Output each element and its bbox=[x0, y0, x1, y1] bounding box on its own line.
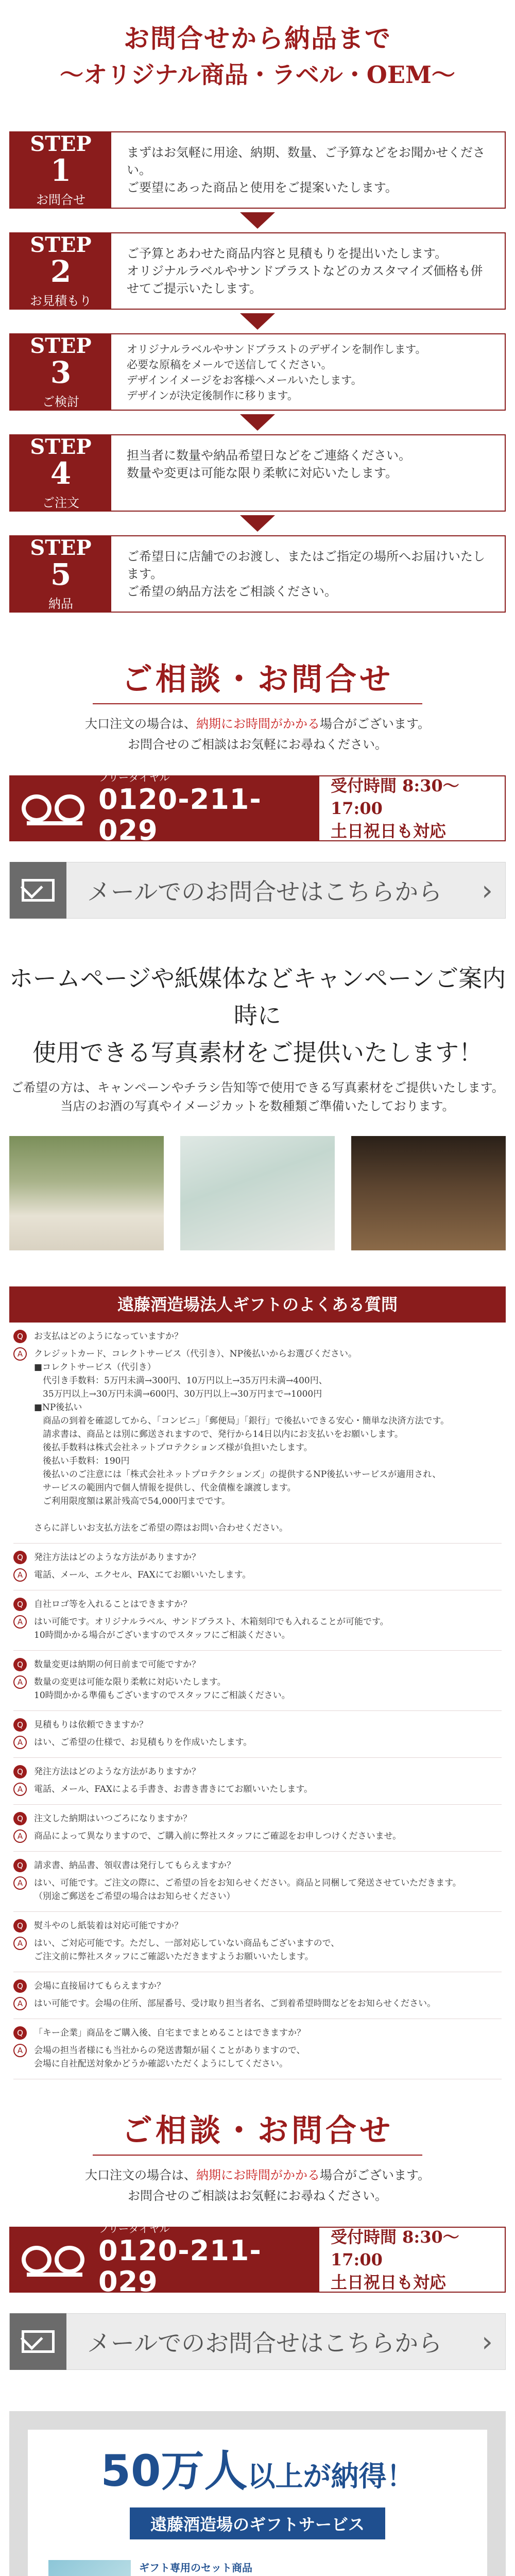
faq-question bbox=[13, 1718, 502, 1732]
photo-sake-bottles bbox=[9, 1136, 164, 1250]
phone-number[interactable]: 0120-211-029 bbox=[98, 783, 262, 846]
down-arrow-icon bbox=[9, 310, 506, 333]
faq-answer-line: 電話、メール、エクセル、FAXにてお願いいたします。 bbox=[34, 1570, 251, 1580]
step-line: デザインイメージをお客様へメールいたします。 bbox=[127, 374, 362, 386]
step-label: ご検討 bbox=[42, 394, 79, 409]
phone-number[interactable]: 0120-211-029 bbox=[98, 2234, 262, 2298]
step-label: 納品 bbox=[48, 596, 73, 611]
faq-question-text: 熨斗やのし紙装着は対応可能ですか？ bbox=[34, 1921, 183, 1931]
consult-section-2 bbox=[0, 2110, 515, 2206]
banner-card bbox=[48, 2560, 260, 2576]
step-badge bbox=[10, 233, 111, 309]
faq-answer-line: 請求書は、商品とは別に郵送されますので、発行から14日以内にお支払いをお願いします。 bbox=[34, 1429, 403, 1439]
faq-answer-line: 35万円以上→30万円未満→600円、30万円以上→30万円まで→1000円 bbox=[34, 1389, 322, 1399]
phone-hours-text: 受付時間 8:30〜17:00 bbox=[331, 2227, 459, 2269]
photo-title-line: ホームページや紙媒体などキャンペーンご案内時に bbox=[9, 964, 506, 1029]
faq-question bbox=[13, 1598, 502, 1611]
mail-contact-label: メールでのお問合せはこちらから bbox=[87, 878, 442, 906]
consult-note-highlight: 納期にお時間がかかる bbox=[196, 717, 320, 731]
chevron-right-icon: › bbox=[482, 874, 493, 907]
faq-answer-line: クレジットカード、コレクトサービス（代引き）、NP後払いからお選びください。 bbox=[34, 1349, 357, 1359]
faq-question bbox=[13, 1859, 502, 1872]
gift-service-banner bbox=[9, 2411, 506, 2576]
faq-answer-line: はい、可能です。ご注文の際に、ご希望の旨をお知らせください。商品と同梱して発送させていただきます。 bbox=[34, 1878, 461, 1888]
faq-item bbox=[13, 2019, 502, 2079]
banner-headline bbox=[48, 2445, 467, 2502]
phone-label: フリーダイヤル bbox=[98, 2223, 170, 2235]
faq-question-text: 発注方法はどのような方法がありますか？ bbox=[34, 1767, 200, 1777]
faq-answer-line: はい、ご希望の仕様で、お見積もりを作成いたします。 bbox=[34, 1737, 252, 1748]
step-line: オリジナルラベルやサンドブラストのデザインを制作します。 bbox=[127, 343, 426, 355]
steps-flow bbox=[0, 131, 515, 613]
step-badge bbox=[10, 334, 111, 410]
faq-question-text: 「キー企業」商品をご購入後、自宅までまとめることはできますか？ bbox=[34, 2028, 305, 2038]
step-1 bbox=[9, 131, 506, 209]
faq-item bbox=[13, 1323, 502, 1544]
faq-answer-line: ご利用限度額は累計残高で54,000円までです。 bbox=[34, 1496, 231, 1506]
down-arrow-icon bbox=[9, 411, 506, 434]
consult-note-text: 場合がございます。 bbox=[319, 717, 431, 731]
step-line: オリジナルラベルやサンドブラストなどのカスタマイズ価格も併せてご提示いたします。 bbox=[127, 264, 483, 296]
step-number: 1 bbox=[50, 152, 72, 188]
step-word: STEP bbox=[30, 131, 92, 156]
question-icon: Q bbox=[13, 1598, 27, 1611]
down-arrow-icon bbox=[9, 512, 506, 535]
step-4 bbox=[9, 434, 506, 512]
answer-icon: A bbox=[13, 1783, 27, 1796]
banner-header bbox=[48, 2445, 467, 2539]
consult-note-text: 場合がございます。 bbox=[319, 2168, 431, 2182]
step-label: お見積もり bbox=[30, 293, 92, 308]
faq-answer-line: 後払い手数料：190円 bbox=[34, 1456, 130, 1466]
faq-answer-line: 10時間かかる場合がございますのでスタッフにご相談ください。 bbox=[34, 1630, 290, 1640]
step-description bbox=[111, 435, 505, 511]
faq-answer-line: 商品によって異なりますので、ご購入前に弊社スタッフにご確認をお申しつけくださいませ。 bbox=[34, 1831, 402, 1841]
consult-title: ご相談・お問合せ bbox=[122, 662, 393, 698]
faq-answer-line: はい可能です。オリジナルラベル、サンドブラスト、木箱刻印でも入れることが可能です。 bbox=[34, 1617, 389, 1627]
step-badge bbox=[10, 132, 111, 208]
answer-icon: A bbox=[13, 1829, 27, 1843]
faq-question-text: 発注方法はどのような方法がありますか？ bbox=[34, 1552, 200, 1563]
phone-contact-button[interactable] bbox=[9, 2223, 506, 2298]
page-subtitle: 〜オリジナル商品・ラベル・OEM〜 bbox=[60, 61, 455, 89]
step-number: 4 bbox=[50, 455, 72, 491]
phone-block bbox=[10, 771, 319, 846]
faq-answer bbox=[13, 1347, 502, 1535]
answer-icon: A bbox=[13, 1568, 27, 1582]
step-2 bbox=[9, 232, 506, 310]
step-line: 必要な原稿をメールで送信してください。 bbox=[127, 359, 332, 371]
freedial-icon bbox=[22, 790, 87, 826]
answer-icon: A bbox=[13, 1876, 27, 1890]
faq-answer bbox=[13, 1783, 502, 1796]
consult-section bbox=[0, 659, 515, 755]
freedial-icon bbox=[22, 2242, 87, 2278]
chevron-right-icon: › bbox=[482, 2325, 493, 2358]
consult-note-highlight: 納期にお時間がかかる bbox=[196, 2168, 320, 2182]
faq-answer bbox=[13, 1829, 502, 1843]
faq-question bbox=[13, 1658, 502, 1671]
banner-subtitle: 遠藤酒造場のギフトサービス bbox=[130, 2507, 385, 2539]
phone-hours bbox=[319, 2228, 505, 2292]
consult-note-2: お問合せのご相談はお気軽にお尋ねください。 bbox=[128, 2189, 387, 2203]
faq-answer-line: サービスの範囲内で個人情報を提供し、代金債権を譲渡します。 bbox=[34, 1483, 296, 1493]
step-label: お問合せ bbox=[36, 192, 85, 207]
question-icon: Q bbox=[13, 1551, 27, 1564]
step-badge bbox=[10, 536, 111, 612]
question-icon: Q bbox=[13, 1765, 27, 1778]
question-icon: Q bbox=[13, 1330, 27, 1343]
faq-answer bbox=[13, 1876, 502, 1903]
faq-answer-line: 後払手数料は株式会社ネットプロテクションズ様が負担いたします。 bbox=[34, 1443, 313, 1453]
faq-item bbox=[13, 1852, 502, 1912]
faq-answer-line: 会場に自社配送対象かどうか確認いただくようにしてください。 bbox=[34, 2059, 288, 2069]
photo-title bbox=[0, 960, 515, 1071]
faq-item bbox=[13, 1805, 502, 1852]
question-icon: Q bbox=[13, 2026, 27, 2040]
phone-holiday-text: 土日祝日も対応 bbox=[331, 2273, 447, 2292]
faq-answer-line: （別途ご郵送をご希望の場合はお知らせください） bbox=[34, 1891, 235, 1902]
step-line: ご要望にあった商品と使用をご提案いたします。 bbox=[127, 180, 398, 195]
mail-contact-label: メールでのお問合せはこちらから bbox=[87, 2329, 442, 2357]
faq-question bbox=[13, 1919, 502, 1933]
phone-holiday-text: 土日祝日も対応 bbox=[331, 821, 447, 841]
question-icon: Q bbox=[13, 1658, 27, 1671]
consult-note-2: お問合せのご相談はお気軽にお尋ねください。 bbox=[128, 737, 387, 752]
envelope-icon bbox=[10, 2313, 66, 2370]
question-icon: Q bbox=[13, 1979, 27, 1993]
faq-answer-line: 代引き手数料：5万円未満→300円、10万円以上→35万円未満→400円、 bbox=[34, 1376, 328, 1386]
faq-answer-line: 後払いのご注意には「株式会社ネットプロテクションズ」の提供するNP後払いサービスが適用され、 bbox=[34, 1469, 441, 1480]
faq-item bbox=[13, 1912, 502, 1972]
faq-question bbox=[13, 1551, 502, 1564]
step-description bbox=[111, 536, 505, 612]
faq-answer-line: 会場の担当者様にも当社からの発送書類が届くことがありますので、 bbox=[34, 2045, 305, 2056]
step-line: ご希望日に店舗でのお渡し、またはご指定の場所へお届けいたします。 bbox=[127, 549, 485, 581]
step-number: 5 bbox=[50, 556, 72, 592]
faq-answer-line: さらに詳しいお支払方法をご希望の際はお問い合わせください。 bbox=[34, 1523, 288, 1533]
step-line: ご予算とあわせた商品内容と見積もりを提出いたします。 bbox=[127, 246, 448, 261]
faq-answer bbox=[13, 1997, 502, 2010]
divider bbox=[93, 2155, 422, 2156]
faq-answer-line: 電話、メール、FAXによる手書き、お書き書きにてお願いいたします。 bbox=[34, 1784, 313, 1794]
mail-contact-button[interactable] bbox=[9, 862, 506, 919]
answer-icon: A bbox=[13, 1997, 27, 2010]
faq-answer-line: ■コレクトサービス（代引き） bbox=[34, 1362, 156, 1372]
step-description bbox=[111, 334, 505, 410]
banner-inner bbox=[28, 2430, 487, 2576]
faq-answer-line: はい、ご対応可能です。ただし、一部対応していない商品もございますので、 bbox=[34, 1938, 340, 1948]
phone-block bbox=[10, 2223, 319, 2298]
photo-section bbox=[0, 960, 515, 1115]
header bbox=[0, 0, 515, 131]
faq-question bbox=[13, 1812, 502, 1825]
question-icon: Q bbox=[13, 1859, 27, 1872]
faq-question-text: 請求書、納品書、領収書は発行してもらえますか？ bbox=[34, 1860, 235, 1871]
answer-icon: A bbox=[13, 1736, 27, 1749]
faq-item bbox=[13, 1651, 502, 1711]
faq-answer bbox=[13, 1568, 502, 1582]
card-title: ギフト専用のセット商品 bbox=[139, 2562, 252, 2574]
faq-answer-line: 商品の到着を確認してから、「コンビニ」「郵便局」「銀行」で後払いできる安心・簡単な決済方法です。 bbox=[34, 1416, 450, 1426]
photo-gallery bbox=[0, 1136, 515, 1250]
faq-list bbox=[0, 1323, 515, 2079]
step-word: STEP bbox=[30, 333, 92, 358]
faq-question bbox=[13, 1979, 502, 1993]
step-word: STEP bbox=[30, 535, 92, 560]
faq-question bbox=[13, 1765, 502, 1778]
step-word: STEP bbox=[30, 434, 92, 459]
phone-hours-text: 受付時間 8:30〜17:00 bbox=[331, 776, 459, 818]
answer-icon: A bbox=[13, 2044, 27, 2057]
question-icon: Q bbox=[13, 1919, 27, 1933]
faq-answer bbox=[13, 1675, 502, 1702]
consult-note bbox=[0, 714, 515, 734]
step-3 bbox=[9, 333, 506, 411]
step-number: 2 bbox=[50, 253, 72, 289]
faq-answer-line: ご注文前に弊社スタッフにご確認いただきますようお願いいたします。 bbox=[34, 1952, 314, 1962]
faq-title: 遠藤酒造場法人ギフトのよくある質問 bbox=[9, 1286, 506, 1323]
step-line: まずはお気軽に用途、納期、数量、ご予算などをお聞かせください。 bbox=[127, 145, 485, 177]
step-description bbox=[111, 132, 505, 208]
divider bbox=[93, 703, 422, 704]
step-line: 担当者に数量や納品希望日などをご連絡ください。 bbox=[127, 448, 411, 463]
mail-contact-button[interactable] bbox=[9, 2313, 506, 2370]
phone-hours bbox=[319, 776, 505, 840]
page-title: お問合せから納品まで bbox=[124, 23, 391, 54]
gift-set-image bbox=[48, 2560, 131, 2576]
step-line: デザインが決定後制作に移ります。 bbox=[127, 389, 298, 402]
banner-big-suffix: 以上が納得！ bbox=[247, 2460, 415, 2493]
faq-item bbox=[13, 1758, 502, 1805]
step-line: 数量や変更は可能な限り柔軟に対応いたします。 bbox=[127, 466, 398, 480]
faq-item bbox=[13, 1711, 502, 1758]
faq-question-text: 数量変更は納期の何日前まで可能ですか？ bbox=[34, 1659, 200, 1670]
consult-title: ご相談・お問合せ bbox=[122, 2113, 393, 2149]
faq-question-text: 見積もりは依頼できますか？ bbox=[34, 1720, 148, 1730]
photo-food-dish bbox=[180, 1136, 335, 1250]
banner-cards bbox=[48, 2560, 467, 2576]
faq-question bbox=[13, 1330, 502, 1343]
consult-note-text: 大口注文の場合は、 bbox=[84, 717, 196, 731]
consult-note-text: 大口注文の場合は、 bbox=[84, 2168, 196, 2182]
faq-answer bbox=[13, 2044, 502, 2071]
consult-note bbox=[0, 2165, 515, 2185]
question-icon: Q bbox=[13, 1718, 27, 1732]
faq-answer-line: 10時間かかる準備もございますのでスタッフにご相談ください。 bbox=[34, 1690, 290, 1701]
envelope-icon bbox=[10, 862, 66, 919]
faq-item bbox=[13, 1972, 502, 2019]
faq-question bbox=[13, 2026, 502, 2040]
phone-contact-button[interactable] bbox=[9, 771, 506, 846]
faq-item bbox=[13, 1590, 502, 1651]
step-badge bbox=[10, 435, 111, 511]
step-label: ご注文 bbox=[42, 495, 79, 510]
photo-title-line: 使用できる写真素材をご提供いたします！ bbox=[32, 1039, 483, 1066]
phone-label: フリーダイヤル bbox=[98, 771, 170, 784]
step-description bbox=[111, 233, 505, 309]
step-word: STEP bbox=[30, 232, 92, 257]
faq-answer bbox=[13, 1736, 502, 1749]
step-5 bbox=[9, 535, 506, 613]
question-icon: Q bbox=[13, 1812, 27, 1825]
faq-question-text: 会場に直接届けてもらえますか？ bbox=[34, 1981, 165, 1991]
faq-answer-line bbox=[34, 1508, 502, 1521]
faq-question-text: 自社ロゴ等を入れることはできますか？ bbox=[34, 1599, 192, 1609]
banner-big-number: 50万人 bbox=[100, 2446, 248, 2496]
answer-icon: A bbox=[13, 1615, 27, 1629]
step-number: 3 bbox=[50, 354, 72, 390]
faq-answer bbox=[13, 1937, 502, 1963]
photo-description: ご希望の方は、キャンペーンやチラシ告知等で使用できる写真素材をご提供いたします。 bbox=[11, 1080, 504, 1095]
photo-bottle-glass bbox=[351, 1136, 506, 1250]
faq-answer-line: ■NP後払い bbox=[34, 1402, 82, 1413]
answer-icon: A bbox=[13, 1347, 27, 1361]
faq-item bbox=[13, 1544, 502, 1590]
answer-icon: A bbox=[13, 1937, 27, 1950]
faq-answer-line: はい可能です。会場の住所、部屋番号、受け取り担当者名、ご到着希望時間などをお知らせください。 bbox=[34, 1998, 436, 2009]
photo-description: 当店のお酒の写真やイメージカットを数種類ご準備いたしております。 bbox=[60, 1099, 455, 1113]
answer-icon: A bbox=[13, 1675, 27, 1689]
step-line: ご希望の納品方法をご相談ください。 bbox=[127, 584, 337, 599]
down-arrow-icon bbox=[9, 209, 506, 232]
faq-answer-line: 数量の変更は可能な限り柔軟に対応いたします。 bbox=[34, 1677, 226, 1687]
faq-question-text: 注文した納期はいつごろになりますか？ bbox=[34, 1814, 192, 1824]
faq-question-text: お支払はどのようになっていますか？ bbox=[34, 1331, 183, 1342]
faq-answer bbox=[13, 1615, 502, 1642]
